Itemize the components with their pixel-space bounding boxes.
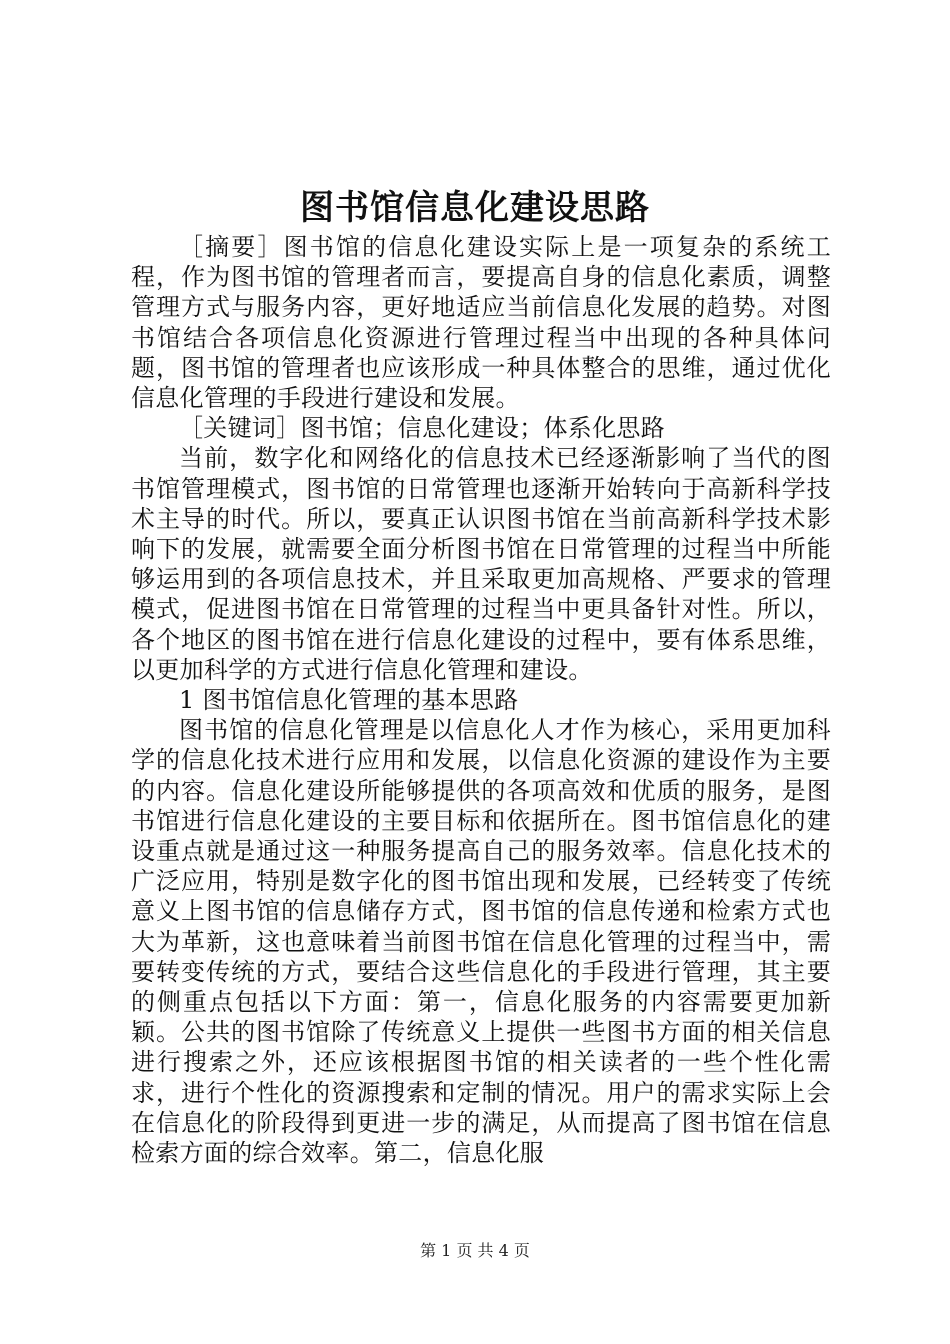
abstract-paragraph: ［摘要］图书馆的信息化建设实际上是一项复杂的系统工程，作为图书馆的管理者而言，要提高自身的信息化素质，调整管理方式与服务内容，更好地适应当前信息化发展的趋势。对图书馆结合各项信息化资源进行管理过程当中出现的各种具体问题，图书馆的管理者也应该形成一种具体整合的思维，通过优化信息化管理的手段进行建设和发展。 xyxy=(131,233,831,413)
keywords-paragraph: ［关键词］图书馆；信息化建设；体系化思路 xyxy=(179,414,665,443)
intro-paragraph: 当前，数字化和网络化的信息技术已经逐渐影响了当代的图书馆管理模式，图书馆的日常管理也逐渐开始转向于高新科学技术主导的时代。所以，要真正认识图书馆在当前高新科学技术影响下的发展，就需要全面分析图书馆在日常管理的过程当中所能够运用到的各项信息技术，并且采取更加高规格、严要求的管理模式，促进图书馆在日常管理的过程当中更具备针对性。所以，各个地区的图书馆在进行信息化建设的过程中，要有体系思维，以更加科学的方式进行信息化管理和建设。 xyxy=(131,444,831,684)
section-paragraph: 图书馆的信息化管理是以信息化人才作为核心，采用更加科学的信息化技术进行应用和发展，以信息化资源的建设作为主要的内容。信息化建设所能够提供的各项高效和优质的服务，是图书馆进行信息化建设的主要目标和依据所在。图书馆信息化的建设重点就是通过这一种服务提高自己的服务效率。信息化技术的广泛应用，特别是数字化的图书馆出现和发展，已经转变了传统意义上图书馆的信息储存方式，图书馆的信息传递和检索方式也大为革新，这也意味着当前图书馆在信息化管理的过程当中，需要转变传统的方式，要结合这些信息化的手段进行管理，其主要的侧重点包括以下方面：第一，信息化服务的内容需要更加新颖。公共的图书馆除了传统意义上提供一些图书方面的相关信息进行搜索之外，还应该根据图书馆的相关读者的一些个性化需求，进行个性化的资源搜索和定制的情况。用户的需求实际上会在信息化的阶段得到更进一步的满足，从而提高了图书馆在信息检索方面的综合效率。第二，信息化服 xyxy=(131,716,831,1168)
document-body xyxy=(131,232,831,1168)
page-number-footer: 第 1 页 共 4 页 xyxy=(420,1241,530,1260)
document-title: 图书馆信息化建设思路 xyxy=(300,188,650,228)
section-heading: 1 图书馆信息化管理的基本思路 xyxy=(179,686,519,715)
